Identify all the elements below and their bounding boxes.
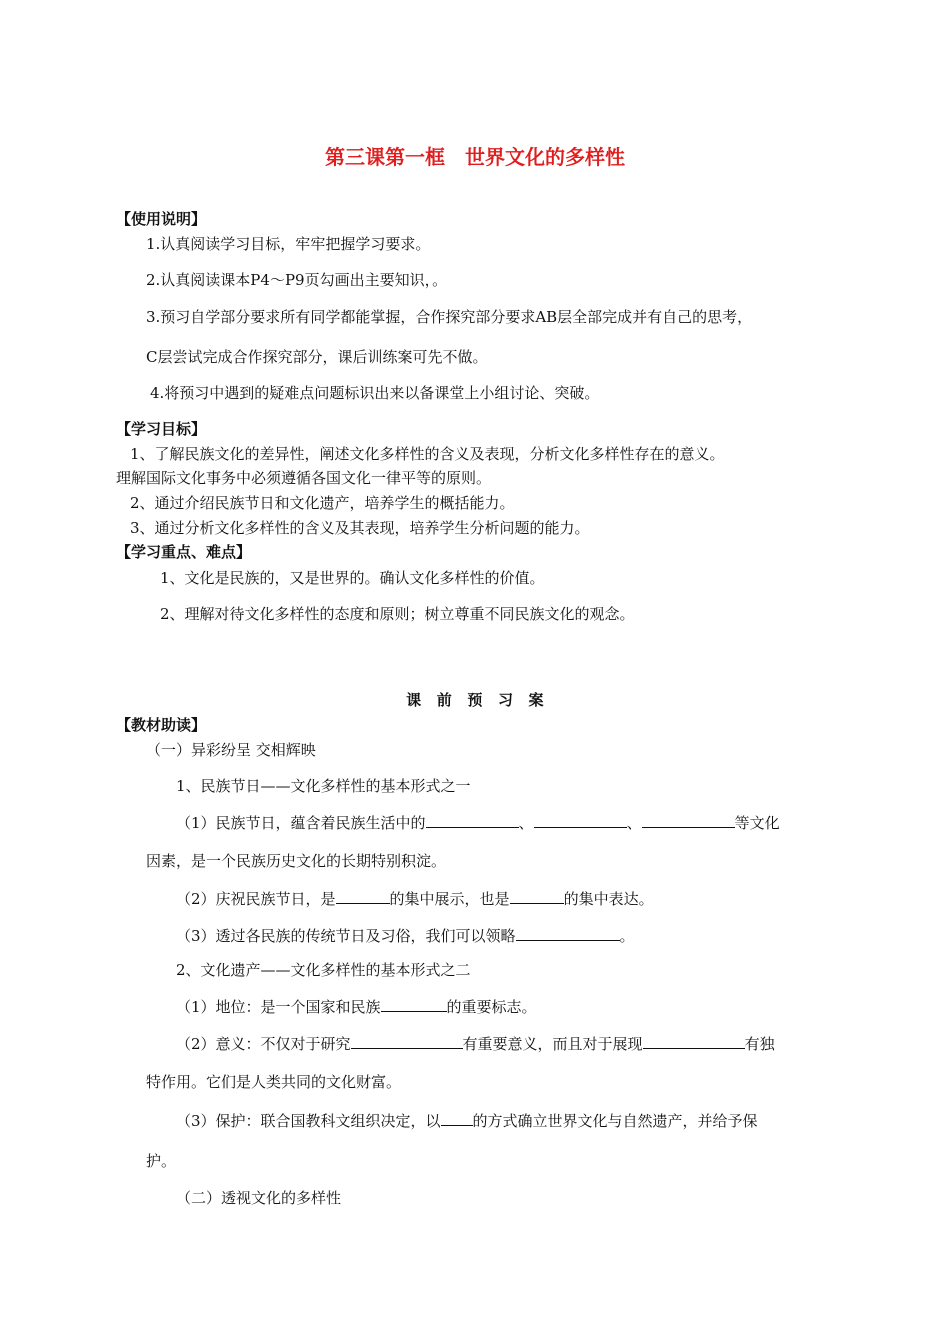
blank-9[interactable] xyxy=(643,1032,745,1049)
fill-line-6-text-b: 的方式确立世界文化与自然遗产，并给予保 xyxy=(472,1112,758,1130)
fill-line-1-sep-2: 、 xyxy=(626,814,642,832)
blank-7[interactable] xyxy=(381,995,447,1012)
blank-8[interactable] xyxy=(351,1032,463,1049)
fill-line-5-cont: 特作用。它们是人类共同的文化财富。 xyxy=(146,1073,402,1091)
fill-line-3-text-a: （3）透过各民族的传统节日及习俗，我们可以领略 xyxy=(176,927,516,945)
fill-line-4-text-b: 的重要标志。 xyxy=(446,998,537,1016)
goals-item-1-cont: 理解国际文化事务中必须遵循各国文化一律平等的原则。 xyxy=(116,469,492,487)
fill-line-2-text-c: 的集中表达。 xyxy=(563,890,654,908)
keypoints-heading: 【学习重点、难点】 xyxy=(116,543,252,561)
usage-item-3: 3.预习自学部分要求所有同学都能掌握，合作探究部分要求AB层全部完成并有自己的思考， xyxy=(146,308,753,326)
goals-item-2: 2、通过介绍民族节日和文化遗产，培养学生的概括能力。 xyxy=(130,494,515,512)
fill-line-1-text-end: 等文化 xyxy=(734,814,780,832)
blank-4[interactable] xyxy=(336,887,390,904)
fill-line-6 xyxy=(176,1109,758,1132)
fill-line-5-text-c: 有独 xyxy=(744,1035,775,1053)
keypoints-item-1: 1、文化是民族的，又是世界的。确认文化多样性的价值。 xyxy=(160,569,545,587)
usage-item-1: 1.认真阅读学习目标，牢牢把握学习要求。 xyxy=(146,235,431,253)
preview-subtitle: 课 前 预 习 案 xyxy=(406,691,544,709)
fill-line-4 xyxy=(176,995,537,1018)
fill-line-3 xyxy=(176,924,635,947)
goals-item-3: 3、通过分析文化多样性的含义及其表现，培养学生分析问题的能力。 xyxy=(130,519,590,537)
fill-line-1-sep-1: 、 xyxy=(518,814,534,832)
fill-line-2 xyxy=(176,887,654,910)
keypoints-item-2: 2、理解对待文化多样性的态度和原则；树立尊重不同民族文化的观念。 xyxy=(160,605,635,623)
fill-line-5-text-b: 有重要意义，而且对于展现 xyxy=(462,1035,643,1053)
goals-heading: 【学习目标】 xyxy=(116,420,207,438)
goals-item-1: 1、了解民族文化的差异性，阐述文化多样性的含义及表现，分析文化多样性存在的意义。 xyxy=(130,445,725,463)
fill-line-2-text-a: （2）庆祝民族节日，是 xyxy=(176,890,336,908)
blank-6[interactable] xyxy=(516,924,620,941)
item-1-title: 1、民族节日——文化多样性的基本形式之一 xyxy=(176,777,471,795)
fill-line-1 xyxy=(176,811,780,834)
blank-2[interactable] xyxy=(534,811,627,828)
usage-heading: 【使用说明】 xyxy=(116,210,207,228)
fill-line-5 xyxy=(176,1032,775,1055)
page-title: 第三课第一框 世界文化的多样性 xyxy=(325,145,625,169)
blank-5[interactable] xyxy=(510,887,564,904)
fill-line-1-text-a: （1）民族节日，蕴含着民族生活中的 xyxy=(176,814,426,832)
fill-line-6-cont: 护。 xyxy=(146,1152,177,1170)
usage-item-3-cont: C层尝试完成合作探究部分，课后训练案可先不做。 xyxy=(146,348,488,366)
fill-line-5-text-a: （2）意义：不仅对于研究 xyxy=(176,1035,351,1053)
item-2-title: 2、文化遗产——文化多样性的基本形式之二 xyxy=(176,961,471,979)
section-2-title: （二）透视文化的多样性 xyxy=(176,1189,342,1207)
fill-line-3-text-b: 。 xyxy=(619,927,635,945)
fill-line-1-cont: 因素，是一个民族历史文化的长期特别积淀。 xyxy=(146,852,447,870)
textbook-guide-heading: 【教材助读】 xyxy=(116,716,207,734)
fill-line-4-text-a: （1）地位：是一个国家和民族 xyxy=(176,998,381,1016)
fill-line-6-text-a: （3）保护：联合国教科文组织决定，以 xyxy=(176,1112,441,1130)
blank-1[interactable] xyxy=(426,811,519,828)
blank-3[interactable] xyxy=(642,811,735,828)
usage-item-4: 4.将预习中遇到的疑难点问题标识出来以备课堂上小组讨论、突破。 xyxy=(150,384,600,402)
fill-line-2-text-b: 的集中展示，也是 xyxy=(389,890,510,908)
blank-10[interactable] xyxy=(441,1109,473,1126)
usage-item-2: 2.认真阅读课本P4～P9页勾画出主要知识，。 xyxy=(146,271,448,289)
section-1-title: （一）异彩纷呈 交相辉映 xyxy=(146,741,316,759)
